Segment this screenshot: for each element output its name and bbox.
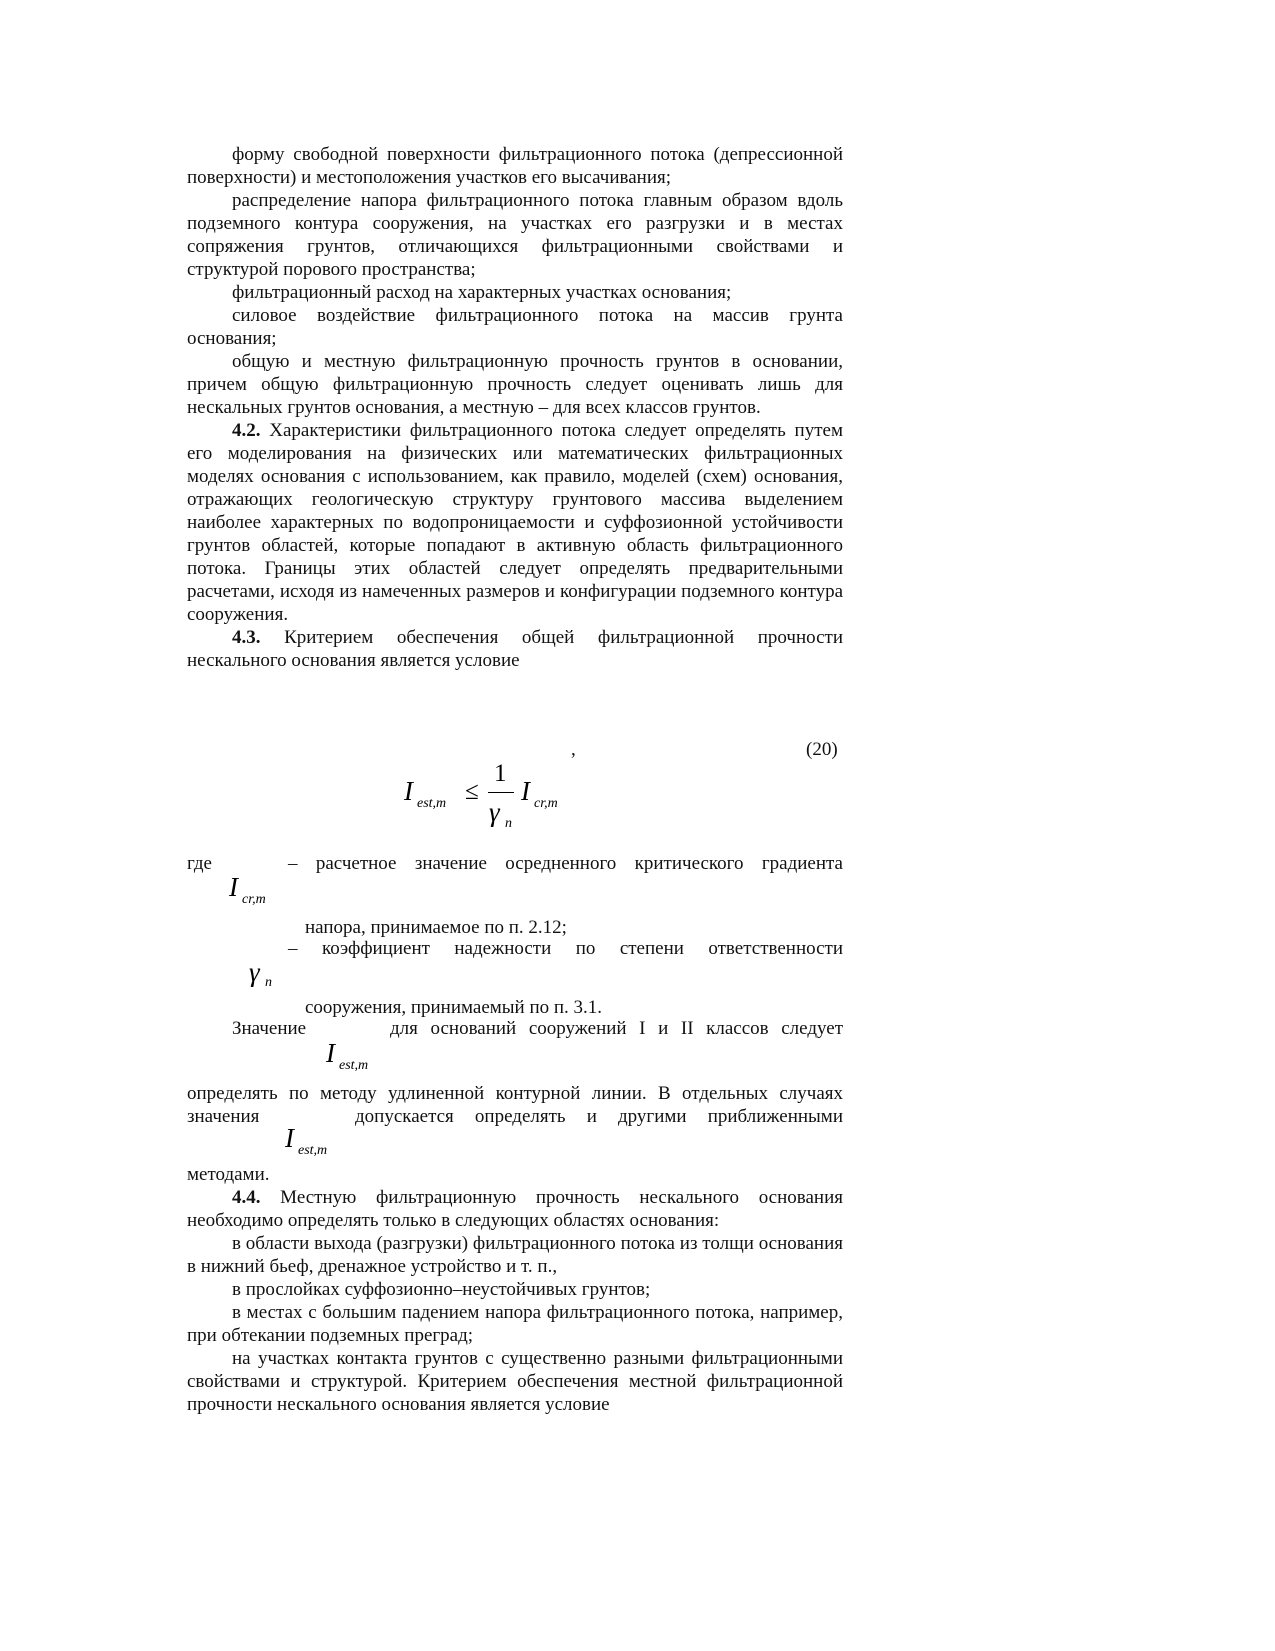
paragraph: распределение напора фильтрационного потока главным образом вдоль подземного контура сооружения, на участках его разгрузки и в местах сопряжения грунтов, отличающихся фильтрационными свойствами и структурой порового пространства; (187, 190, 843, 280)
text-block-top (187, 143, 843, 672)
equation-number: (20) (806, 739, 838, 760)
formula-lhs-sub: est,m (417, 796, 447, 811)
paragraph: общую и местную фильтрационную прочность грунтов в основании, причем общую фильтрационную прочность следует оценивать лишь для нескальных грунтов основания, а местную – для всех классов грунтов. (187, 351, 843, 418)
definition-1-text: – расчетное значение осредненного критического градиента (288, 853, 843, 874)
paragraph: в области выхода (разгрузки) фильтрационного потока из толщи основания в нижний бьеф, дренажное устройство и т. п., (187, 1233, 843, 1277)
formula-rhs-symbol: I (521, 776, 530, 806)
definition-2-text: – коэффициент надежности по степени ответственности (288, 938, 843, 959)
paragraph: в местах с большим падением напора фильтрационного потока, например, при обтекании подземных преград; (187, 1302, 843, 1346)
formula-lhs-symbol: I (404, 776, 413, 806)
formula-denominator-symbol: γ (489, 797, 500, 827)
section-4-2 (187, 419, 843, 626)
def2-sub: n (265, 975, 272, 990)
paragraph: в прослойках суффозионно–неустойчивых грунтов; (232, 1279, 651, 1300)
value-start: Значение (232, 1018, 307, 1039)
value-sub: est,m (339, 1058, 369, 1073)
def1-symbol: I (229, 872, 238, 902)
section-number: 4.2. (232, 420, 261, 441)
paragraph: силовое воздействие фильтрационного потока на массив грунта основания; (187, 305, 843, 349)
formula-denominator-sub: n (505, 816, 512, 831)
section-4-4 (187, 1186, 843, 1232)
paragraph: форму свободной поверхности фильтрационного потока (депрессионной поверхности) и местоположения участков его высачивания; (187, 144, 843, 188)
value-rest: для оснований сооружений I и II классов следует (390, 1018, 843, 1039)
section-text: Характеристики фильтрационного потока следует определять путем его моделирования на физических или математических фильтрационных моделях основания с использованием, как правило, моделей (схем) основания, отражающих геологическую структуру грунтового массива выделением наиболее характерных по водопроницаемости и суффозионной устойчивости грунтов областей, которые попадают в активную область фильтрационного потока. Границы этих областей следует определять предварительными расчетами, исходя из намеченных размеров и конфигурации подземного контура сооружения. (187, 420, 843, 625)
section-4-3 (187, 626, 843, 672)
value-line-4: методами. (187, 1164, 270, 1185)
section-text: Местную фильтрационную прочность нескального основания необходимо определять только в следующих областях основания: (187, 1187, 843, 1231)
section-number: 4.3. (232, 627, 261, 648)
fraction-bar (488, 792, 514, 793)
value-symbol: I (326, 1038, 335, 1068)
formula-numerator: 1 (494, 760, 507, 787)
definition-2-continuation: сооружения, принимаемый по п. 3.1. (305, 997, 603, 1018)
formula-rhs-sub: cr,m (534, 796, 558, 811)
value-sub-2: est,m (298, 1143, 328, 1158)
section-text: Критерием обеспечения общей фильтрационной прочности нескального основания является условие (187, 627, 843, 671)
equation-comma: , (571, 739, 576, 760)
value-line-2: определять по методу удлиненной контурной линии. В отдельных случаях (187, 1083, 843, 1104)
formula-relation: ≤ (465, 778, 479, 805)
value-symbol-2: I (285, 1123, 294, 1153)
paragraph: фильтрационный расход на характерных участках основания; (232, 282, 732, 303)
value-line-3-rest: допускается определять и другими приближенными (355, 1106, 843, 1127)
paragraph: на участках контакта грунтов с существенно разными фильтрационными свойствами и структурой. Критерием обеспечения местной фильтрационной прочности нескального основания является условие (187, 1348, 843, 1415)
def1-sub: cr,m (242, 892, 266, 907)
value-line-3-start: значения (187, 1106, 260, 1127)
where-label: где (187, 853, 212, 874)
definition-1-continuation: напора, принимаемое по п. 2.12; (305, 917, 567, 938)
text-block-bottom (187, 1186, 843, 1416)
def2-symbol: γ (249, 957, 260, 987)
section-number: 4.4. (232, 1187, 261, 1208)
